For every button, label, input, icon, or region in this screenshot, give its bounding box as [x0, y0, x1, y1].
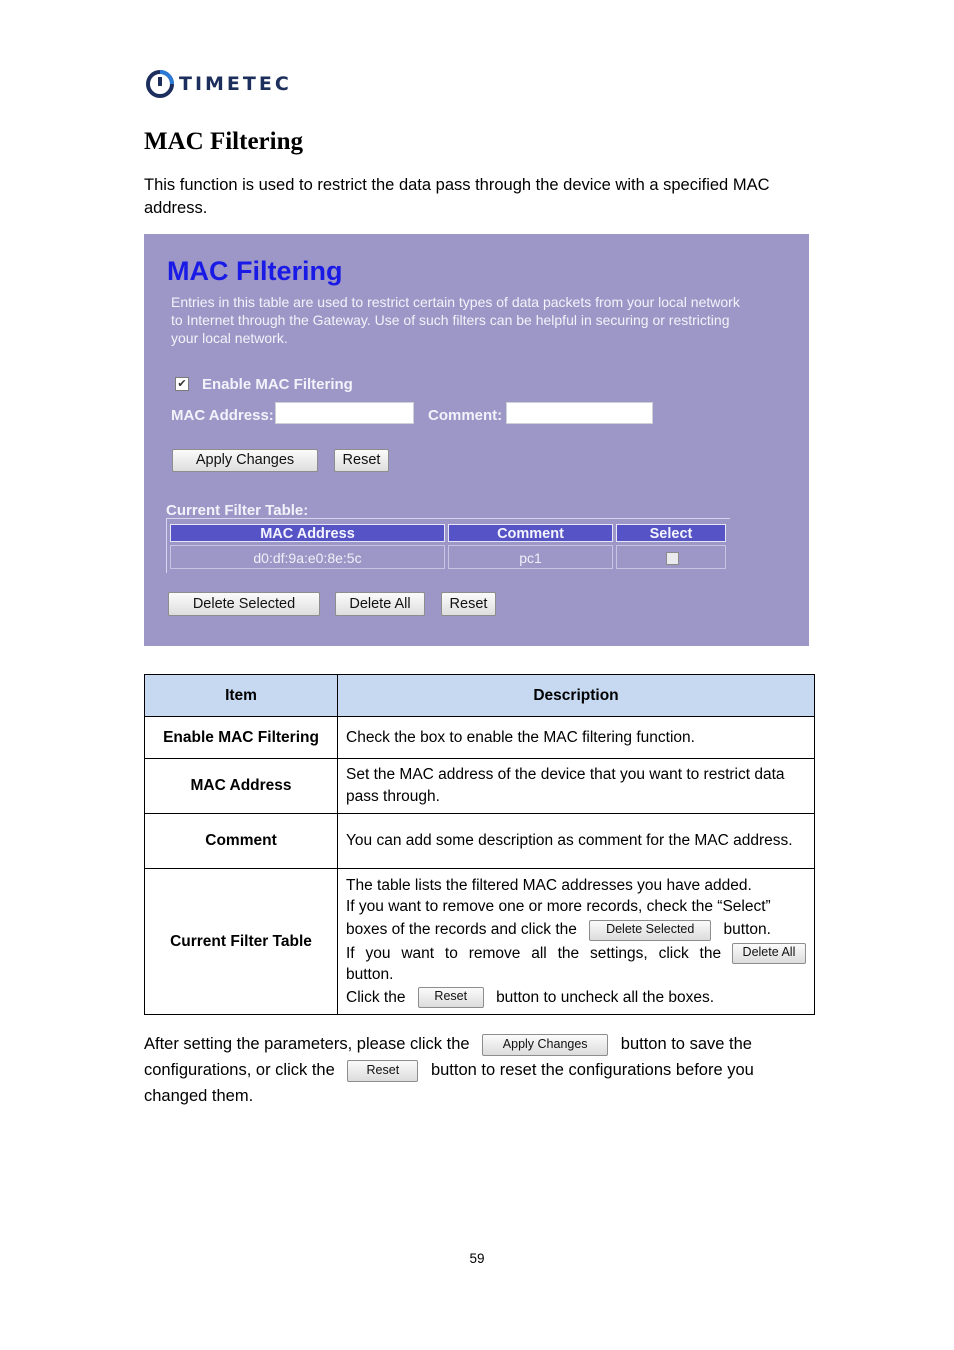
description-table: [144, 674, 815, 1015]
reset-button[interactable]: Reset: [334, 449, 389, 472]
inline-delete-all-button: Delete All: [732, 943, 806, 964]
after-text: button to reset the configurations before you: [430, 1061, 754, 1079]
filter-row-mac: d0:df:9a:e0:8e:5c: [170, 545, 445, 569]
inline-reset-button: Reset: [418, 987, 484, 1008]
panel-description: Entries in this table are used to restrict certain types of data packets from your local network to Internet through the Gateway. Use of such filters can be helpful in securing or restricting your local network.: [171, 294, 740, 346]
filter-row-select-checkbox[interactable]: [666, 552, 679, 565]
logo-text: TIMETEC: [179, 73, 292, 95]
row-item: Comment: [145, 814, 338, 869]
desc-text: button to uncheck all the boxes.: [496, 988, 715, 1006]
apply-changes-button[interactable]: Apply Changes: [172, 449, 318, 472]
enable-mac-filtering-label: Enable MAC Filtering: [202, 376, 353, 393]
table-row: [145, 759, 815, 814]
desc-word: click: [658, 944, 689, 962]
after-text: button to save the: [620, 1035, 752, 1053]
table-row: [145, 869, 815, 1015]
after-line: [144, 1031, 814, 1057]
timetec-logo: [145, 68, 292, 100]
table-row: [145, 814, 815, 869]
desc-line: button.: [346, 965, 394, 983]
header-description: Description: [338, 675, 815, 717]
mac-filtering-screenshot: [144, 234, 809, 646]
reset-button-2[interactable]: Reset: [441, 592, 496, 616]
table-row: [145, 717, 815, 759]
inline-delete-selected-button: Delete Selected: [589, 920, 711, 941]
delete-selected-button[interactable]: Delete Selected: [168, 592, 320, 616]
desc-line: The table lists the filtered MAC addresses you have added.: [346, 877, 752, 895]
intro-text: This function is used to restrict the data pass through the device with a specified MAC address.: [144, 176, 770, 217]
desc-text: button.: [723, 921, 771, 939]
after-line: changed them.: [144, 1087, 254, 1105]
table-header-row: [145, 675, 815, 717]
desc-line: [346, 919, 806, 940]
row-description: Check the box to enable the MAC filtering function.: [338, 717, 815, 759]
comment-label: Comment:: [428, 407, 503, 424]
row-item: Enable MAC Filtering: [145, 717, 338, 759]
filter-header-select: Select: [616, 524, 726, 542]
current-filter-table-label: Current Filter Table:: [166, 502, 309, 519]
inline-reset-button-2: Reset: [347, 1060, 418, 1082]
desc-line: [346, 943, 806, 964]
enable-mac-filtering-checkbox[interactable]: [175, 377, 189, 391]
desc-word: remove: [468, 944, 521, 962]
page-number: 59: [469, 1251, 485, 1266]
after-paragraph: [144, 1031, 814, 1109]
after-line: [144, 1057, 814, 1083]
row-description: [338, 869, 815, 1015]
row-item: Current Filter Table: [145, 869, 338, 1015]
desc-line: If you want to remove one or more records, check the “Select”: [346, 898, 771, 916]
desc-word: all: [531, 944, 547, 962]
desc-word: to: [444, 944, 458, 962]
desc-word: you: [365, 944, 391, 962]
desc-word: the: [557, 944, 580, 962]
row-description: Set the MAC address of the device that you want to restrict data pass through.: [338, 759, 815, 814]
panel-title: MAC Filtering: [167, 256, 343, 286]
after-text: After setting the parameters, please click the: [144, 1035, 470, 1053]
checkmark-icon: ✔: [177, 378, 187, 390]
desc-word: If: [346, 944, 355, 962]
inline-apply-changes-button: Apply Changes: [482, 1034, 608, 1056]
row-item: MAC Address: [145, 759, 338, 814]
desc-text: boxes of the records and click the: [346, 921, 577, 939]
delete-all-button[interactable]: Delete All: [335, 592, 425, 616]
timetec-logo-icon: [145, 69, 175, 99]
mac-address-input[interactable]: [275, 402, 414, 424]
header-item: Item: [145, 675, 338, 717]
desc-word: want: [401, 944, 435, 962]
mac-address-label: MAC Address:: [171, 407, 274, 424]
filter-row-comment: pc1: [448, 545, 613, 569]
after-text: configurations, or click the: [144, 1061, 335, 1079]
desc-word: settings,: [589, 944, 648, 962]
desc-line: [346, 987, 806, 1008]
desc-text: Click the: [346, 988, 406, 1006]
filter-header-mac: MAC Address: [170, 524, 445, 542]
desc-word: the: [699, 944, 722, 962]
comment-input[interactable]: [506, 402, 653, 424]
filter-header-comment: Comment: [448, 524, 613, 542]
page-title: MAC Filtering: [144, 128, 303, 155]
row-description: You can add some description as comment for the MAC address.: [338, 814, 815, 869]
